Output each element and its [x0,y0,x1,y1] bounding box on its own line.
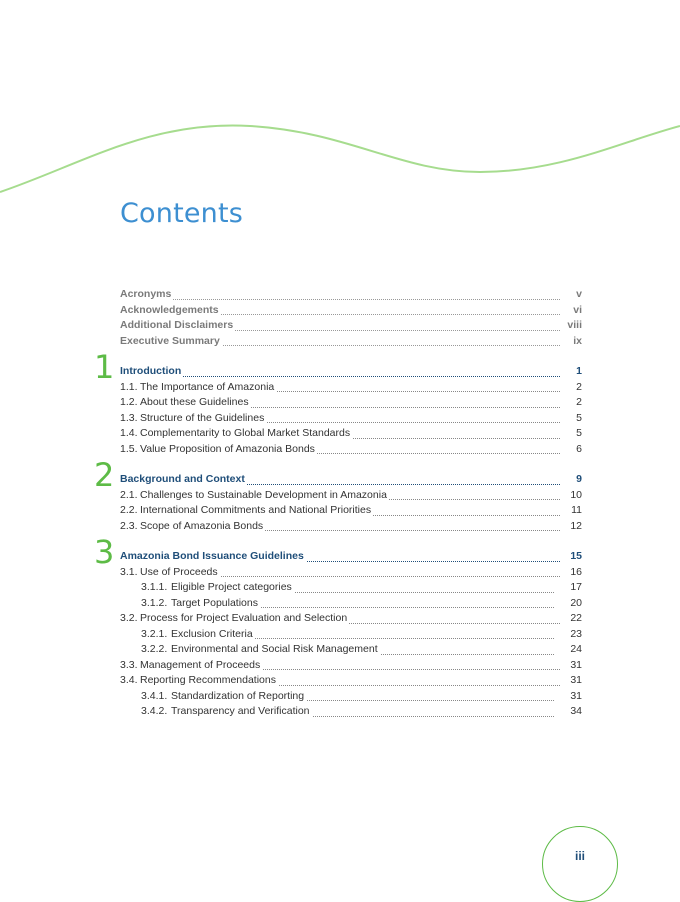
toc-entry-label [120,364,183,380]
toc-section-item[interactable] [120,395,582,411]
toc-entry-label [120,334,222,350]
spacer [120,349,582,364]
toc-chapter-heading[interactable] [94,348,582,386]
toc-section-item[interactable] [120,380,582,396]
toc-entry-label [120,287,173,303]
entry-title: International Commitments and National Priorities [140,504,372,516]
page-ref: 11 [561,503,582,519]
chapter-number: 2 [94,456,115,494]
entry-title: Acronyms [120,288,172,300]
chapter-number: 1 [94,348,115,386]
toc-entry-label [120,303,221,319]
chapter-number: 3 [94,533,115,571]
toc-section-item[interactable] [120,503,582,519]
entry-title: Introduction [120,365,182,377]
entry-title: The Importance of Amazonia [140,380,275,393]
entry-title: Executive Summary [120,334,220,347]
toc-subsection-item[interactable] [120,627,582,643]
entry-title: Challenges to Sustainable Development in Amazonia [140,488,387,501]
toc-entry-label [120,380,276,396]
entry-title: Value Proposition of Amazonia Bonds [140,442,315,455]
page-ref: 16 [561,565,582,581]
section-number: 2.3. [120,519,138,532]
toc-subsection-item[interactable] [120,704,582,720]
toc-section-item[interactable] [120,442,582,458]
section-number: 3.1.1. [141,581,168,593]
page-ref: viii [561,318,582,334]
page-ref: 12 [561,519,582,535]
section-number: 3.2.1. [141,627,168,640]
toc-entry-label [141,580,294,596]
toc-entry-label [120,611,349,627]
page-ref: 1 [561,364,582,380]
page-ref: 34 [561,704,582,720]
section-number: 3.1. [120,565,138,578]
section-number: 1.2. [120,396,138,408]
page-ref: 24 [561,642,582,658]
spacer [120,457,582,472]
toc-entry-label [120,411,266,427]
section-number: 2.1. [120,488,138,501]
toc-entry-label [120,549,306,565]
toc-subsection-item[interactable] [120,642,582,658]
entry-title: Eligible Project categories [171,581,292,593]
page-ref: 6 [561,442,582,458]
toc-entry-label [120,658,262,674]
toc-section-item[interactable] [120,426,582,442]
entry-title: Background and Context [120,473,245,485]
section-number: 1.1. [120,380,138,393]
page-title: Contents [120,198,244,229]
entry-title: Exclusion Criteria [171,627,253,640]
decorative-wave [0,110,680,210]
page-number: iii [574,849,585,863]
entry-title: Reporting Recommendations [140,674,276,686]
toc-section-item[interactable] [120,611,582,627]
entry-title: Amazonia Bond Issuance Guidelines [120,550,304,562]
page-ref: 31 [561,689,582,705]
page-ref: ix [561,334,582,350]
section-number: 3.4. [120,674,138,686]
toc-front-matter-item[interactable] [120,318,582,334]
section-number: 3.3. [120,658,138,671]
toc-entry-label [141,689,306,705]
toc-entry-label [120,472,247,488]
page-ref: 9 [561,472,582,488]
page-ref: 2 [561,395,582,411]
page-ref: 22 [561,611,582,627]
toc-entry-label [141,704,312,720]
toc-section-item[interactable] [120,488,582,504]
page-ref: 5 [561,411,582,427]
toc-entry-label [120,395,251,411]
toc-section-item[interactable] [120,565,582,581]
entry-title: Environmental and Social Risk Management [171,643,378,655]
dot-leader [120,376,582,377]
page-ref: 5 [561,426,582,442]
entry-title: Structure of the Guidelines [140,411,265,424]
toc-entry-label [120,442,317,458]
page-ref: 20 [561,596,582,612]
toc-entry-label [120,673,278,689]
page-ref: v [561,287,582,303]
entry-title: Standardization of Reporting [171,689,305,702]
toc-entry-label [141,642,380,658]
toc-section-item[interactable] [120,658,582,674]
toc-entry-label [120,519,265,535]
spacer [120,534,582,549]
page-ref: 15 [561,549,582,565]
page-ref: 23 [561,627,582,643]
page-ref: 2 [561,380,582,396]
toc-entry-label [120,426,352,442]
toc-entry-label [141,627,255,643]
entry-title: Process for Project Evaluation and Selection [140,612,348,624]
section-number: 2.2. [120,504,138,516]
section-number: 3.4.2. [141,705,168,717]
section-number: 1.3. [120,411,138,424]
toc-front-matter-item[interactable] [120,334,582,350]
section-number: 3.1.2. [141,596,168,609]
toc-section-item[interactable] [120,519,582,535]
toc-subsection-item[interactable] [120,596,582,612]
toc-entry-label [120,503,373,519]
section-number: 3.4.1. [141,689,168,702]
page-ref: 31 [561,673,582,689]
entry-title: Management of Proceeds [140,658,261,671]
section-number: 1.4. [120,427,138,439]
toc-front-matter-item[interactable] [120,303,582,319]
entry-title: Transparency and Verification [171,705,310,717]
page-ref: vi [561,303,582,319]
page-ref: 31 [561,658,582,674]
section-number: 1.5. [120,442,138,455]
table-of-contents [94,287,582,720]
page-ref: 17 [561,580,582,596]
entry-title: Use of Proceeds [140,565,218,578]
toc-front-matter-item[interactable] [120,287,582,303]
entry-title: About these Guidelines [140,396,249,408]
dot-leader [120,299,582,300]
toc-section-item[interactable] [120,673,582,689]
toc-chapter-heading[interactable] [94,456,582,494]
toc-entry-label [120,565,220,581]
page-ref: 10 [561,488,582,504]
entry-title: Scope of Amazonia Bonds [140,519,264,532]
entry-title: Acknowledgements [120,303,219,316]
entry-title: Target Populations [171,596,258,609]
toc-entry-label [120,488,389,504]
toc-chapter-heading[interactable] [94,533,582,571]
page-number-badge [542,826,618,902]
entry-title: Additional Disclaimers [120,319,234,331]
section-number: 3.2. [120,612,138,624]
toc-subsection-item[interactable] [120,580,582,596]
entry-title: Complementarity to Global Market Standards [140,427,351,439]
section-number: 3.2.2. [141,643,168,655]
toc-subsection-item[interactable] [120,689,582,705]
toc-entry-label [141,596,260,612]
toc-section-item[interactable] [120,411,582,427]
toc-entry-label [120,318,235,334]
